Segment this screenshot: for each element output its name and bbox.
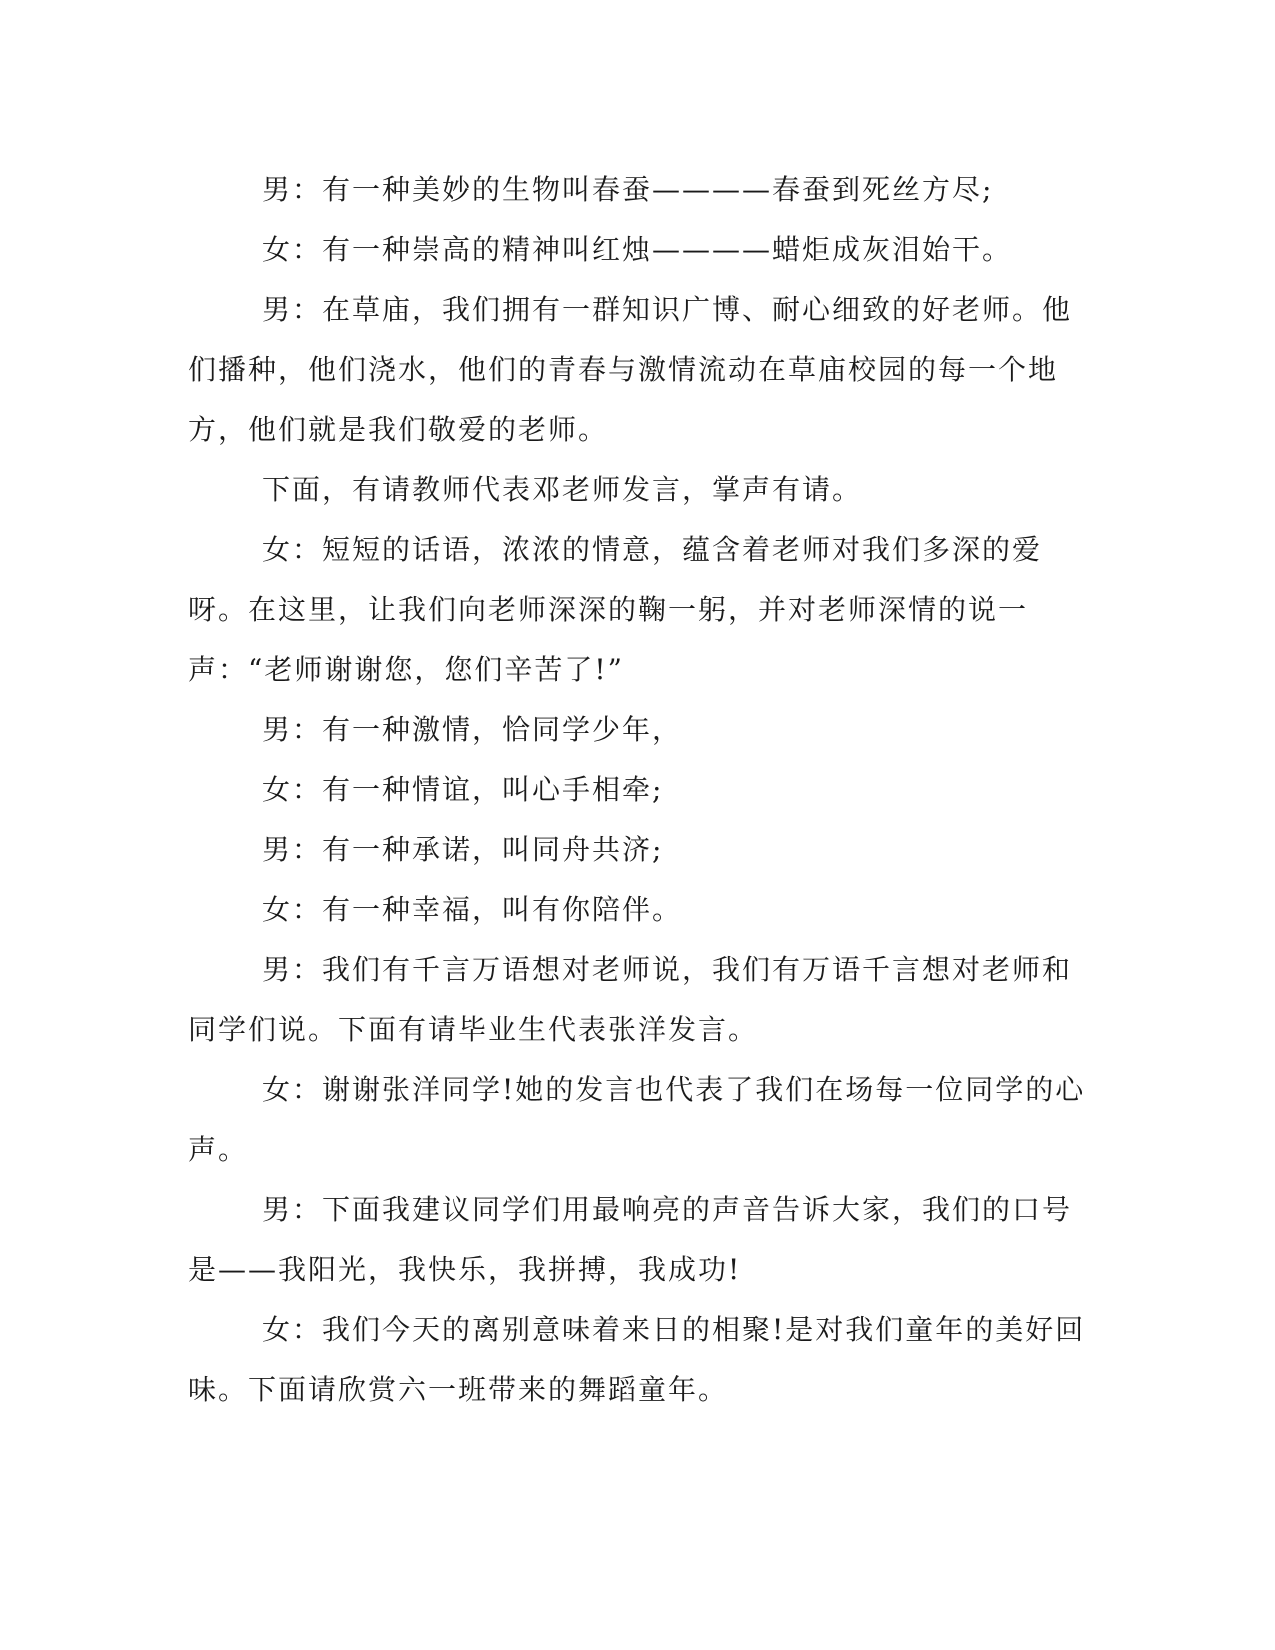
paragraph: 女：谢谢张洋同学!她的发言也代表了我们在场每一位同学的心声。: [188, 1073, 1086, 1166]
paragraph: 男：在草庙，我们拥有一群知识广博、耐心细致的好老师。他们播种，他们浇水，他们的青春与激情流动在草庙校园的每一个地方，他们就是我们敬爱的老师。: [188, 293, 1073, 446]
paragraph: 女：我们今天的离别意味着来日的相聚!是对我们童年的美好回味。下面请欣赏六一班带来的舞蹈童年。: [188, 1313, 1086, 1406]
paragraph: 男：有一种激情，恰同学少年，: [262, 713, 683, 746]
paragraph: 男：下面我建议同学们用最响亮的声音告诉大家，我们的口号是——我阳光，我快乐，我拼搏，我成功!: [188, 1193, 1073, 1286]
paragraph: 下面，有请教师代表邓老师发言，掌声有请。: [262, 473, 863, 506]
paragraph: 男：我们有千言万语想对老师说，我们有万语千言想对老师和同学们说。下面有请毕业生代表张洋发言。: [188, 953, 1073, 1046]
document-body: [188, 160, 1088, 1420]
paragraph: 女：有一种情谊，叫心手相牵;: [262, 773, 664, 806]
paragraph: 男：有一种承诺，叫同舟共济;: [262, 833, 664, 866]
paragraph: 男：有一种美妙的生物叫春蚕————春蚕到死丝方尽;: [262, 173, 994, 206]
paragraph: 女：有一种幸福，叫有你陪伴。: [262, 893, 683, 926]
paragraph: 女：短短的话语，浓浓的情意，蕴含着老师对我们多深的爱呀。在这里，让我们向老师深深的鞠一躬，并对老师深情的说一声：“老师谢谢您，您们辛苦了!”: [188, 533, 1043, 686]
paragraph: 女：有一种崇高的精神叫红烛————蜡炬成灰泪始干。: [262, 233, 1013, 266]
